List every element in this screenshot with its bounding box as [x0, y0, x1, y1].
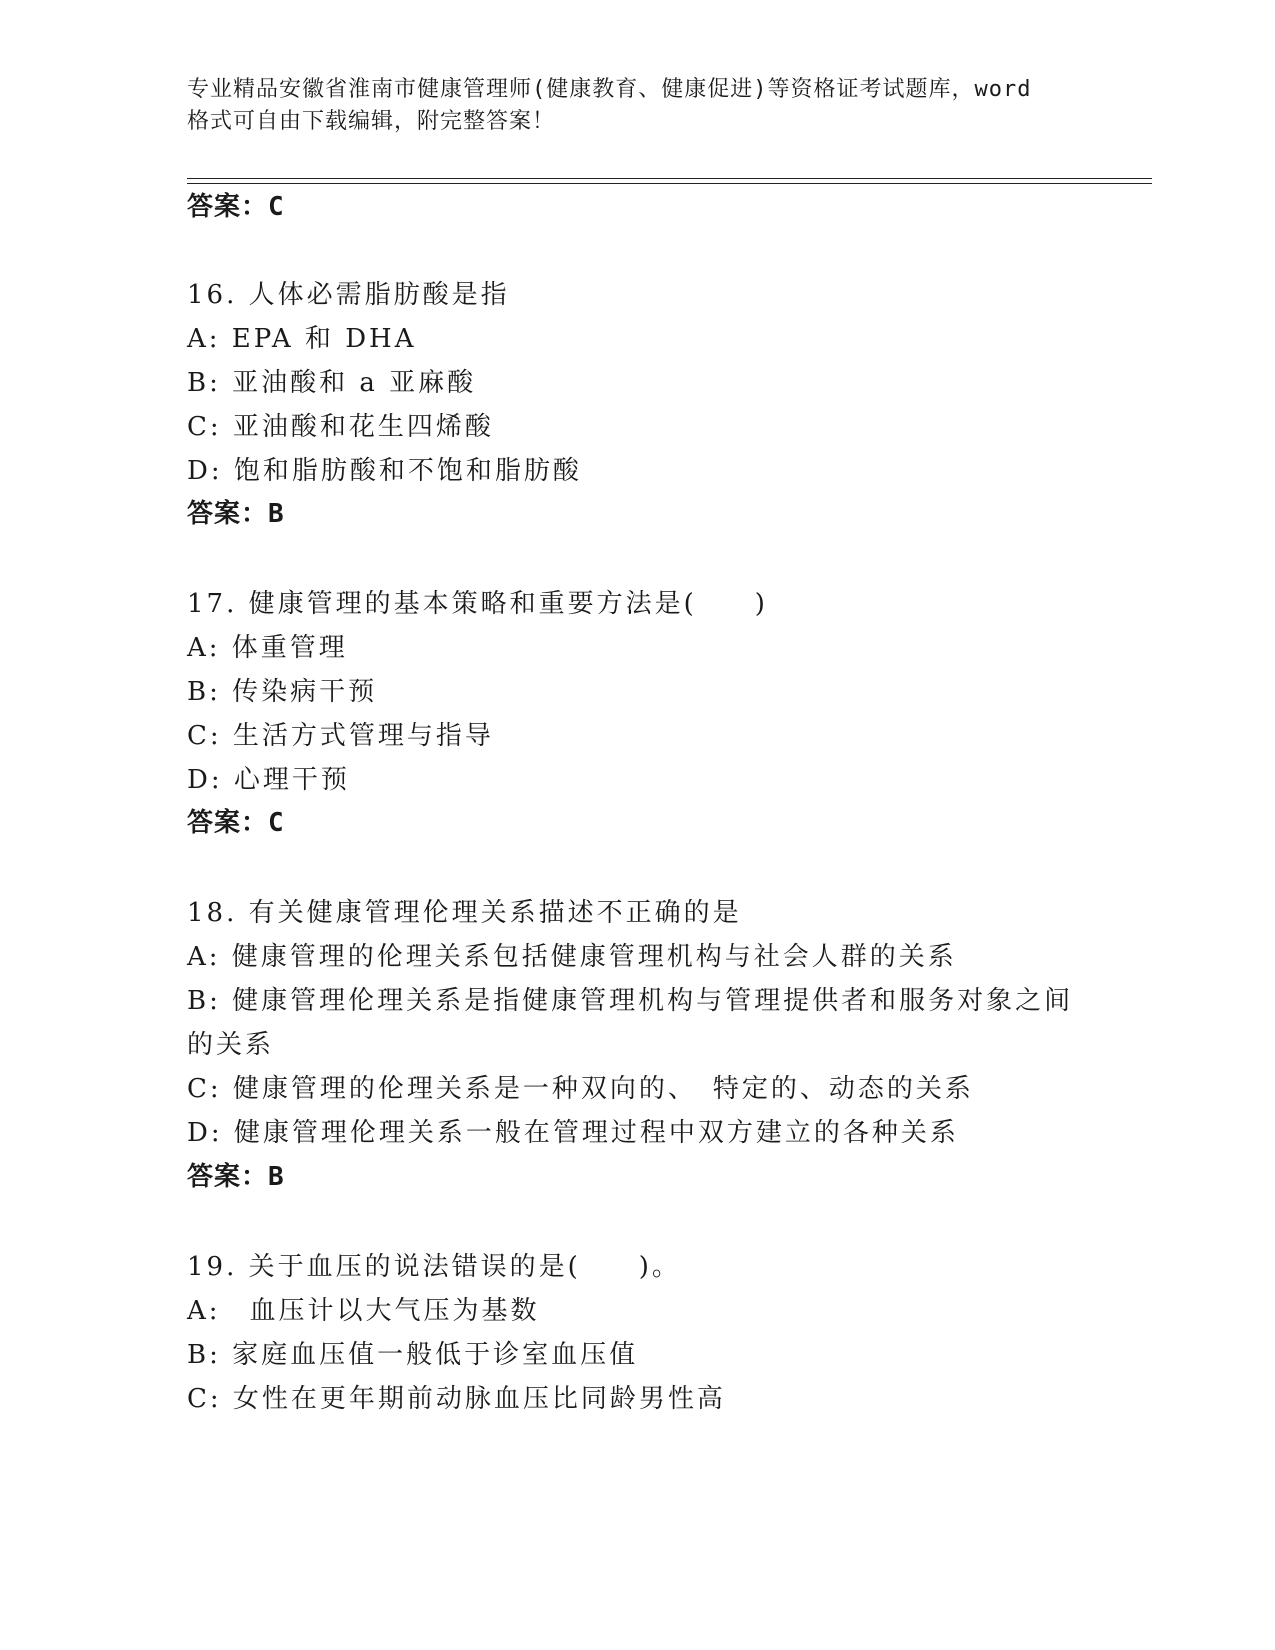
header-divider-bottom — [187, 183, 1152, 184]
question-18-option-a: A: 健康管理的伦理关系包括健康管理机构与社会人群的关系 — [187, 942, 957, 972]
question-17-stem: 17. 健康管理的基本策略和重要方法是( ) — [187, 589, 768, 619]
question-17-option-a: A: 体重管理 — [187, 633, 348, 663]
question-18-option-c: C: 健康管理的伦理关系是一种双向的、 特定的、动态的关系 — [187, 1074, 974, 1104]
question-18-option-b-line-1: B: 健康管理伦理关系是指健康管理机构与管理提供者和服务对象之间 — [187, 986, 1074, 1016]
question-16-option-d: D: 饱和脂肪酸和不饱和脂肪酸 — [187, 456, 582, 486]
question-17-option-b: B: 传染病干预 — [187, 677, 378, 707]
header-line-1: 专业精品安徽省淮南市健康管理师(健康教育、健康促进)等资格证考试题库，word — [187, 77, 1032, 102]
question-19-option-c: C: 女性在更年期前动脉血压比同龄男性高 — [187, 1384, 726, 1414]
question-16-option-a: A: EPA 和 DHA — [187, 324, 417, 354]
question-16-option-b: B: 亚油酸和 a 亚麻酸 — [187, 368, 477, 398]
question-17-option-d: D: 心理干预 — [187, 765, 350, 795]
previous-answer: 答案：C — [187, 192, 285, 222]
question-18-stem: 18. 有关健康管理伦理关系描述不正确的是 — [187, 898, 742, 928]
question-19-option-a: A: 血压计以大气压为基数 — [187, 1296, 540, 1326]
header-line-2: 格式可自由下载编辑，附完整答案！ — [187, 109, 556, 134]
question-19-stem: 19. 关于血压的说法错误的是( )。 — [187, 1252, 681, 1282]
question-18-answer: 答案：B — [187, 1162, 285, 1192]
question-16-answer: 答案：B — [187, 499, 285, 529]
header-divider-top — [187, 178, 1152, 179]
question-18-option-b-line-2: 的关系 — [187, 1030, 275, 1060]
document-header — [187, 74, 1087, 138]
question-16-stem: 16. 人体必需脂肪酸是指 — [187, 280, 510, 310]
question-18-option-d: D: 健康管理伦理关系一般在管理过程中双方建立的各种关系 — [187, 1118, 959, 1148]
question-19-option-b: B: 家庭血压值一般低于诊室血压值 — [187, 1340, 639, 1370]
question-17-answer: 答案：C — [187, 808, 285, 838]
question-16-option-c: C: 亚油酸和花生四烯酸 — [187, 412, 494, 442]
question-17-option-c: C: 生活方式管理与指导 — [187, 721, 494, 751]
